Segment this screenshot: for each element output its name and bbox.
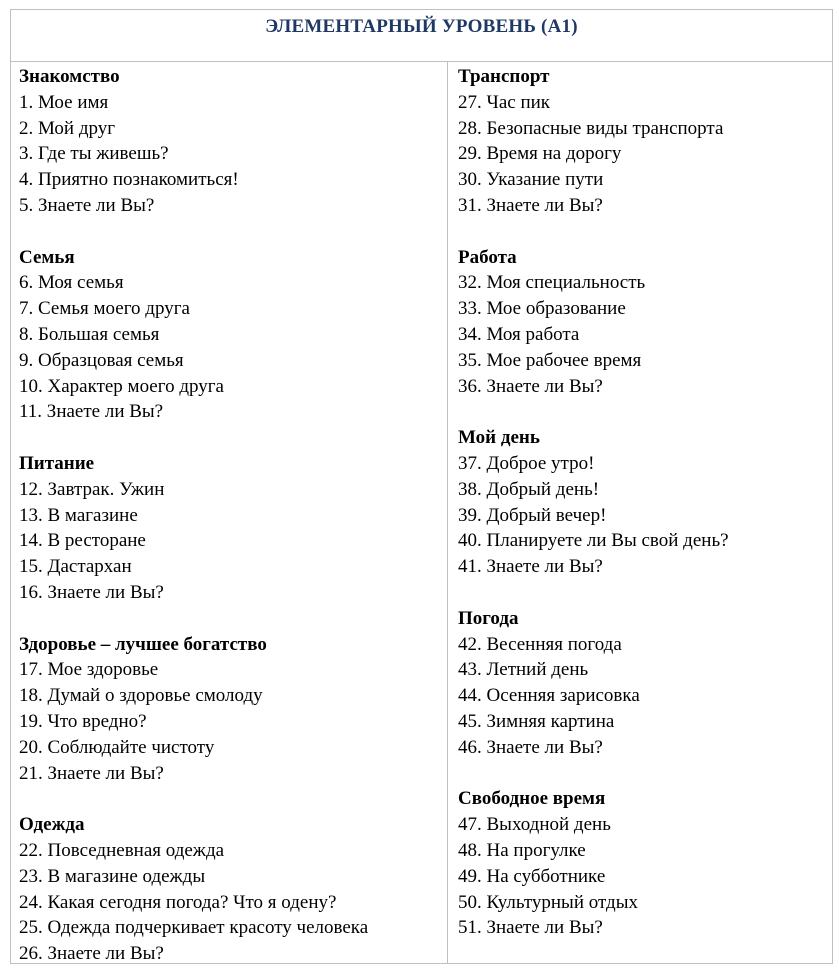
curriculum-table xyxy=(10,9,833,964)
list-item: 32. Моя специальность xyxy=(458,272,646,294)
list-item: 5. Знаете ли Вы? xyxy=(19,194,155,216)
section-heading: Питание xyxy=(19,452,95,474)
list-item: 14. В ресторане xyxy=(19,530,146,552)
list-item: 7. Семья моего друга xyxy=(19,298,190,320)
list-item: 42. Весенняя погода xyxy=(458,633,622,655)
list-item: 24. Какая сегодня погода? Что я одену? xyxy=(19,891,337,913)
list-item: 49. На субботнике xyxy=(458,865,606,887)
section-heading: Погода xyxy=(458,607,519,629)
list-item: 25. Одежда подчеркивает красоту человека xyxy=(19,917,369,939)
list-item: 29. Время на дорогу xyxy=(458,143,622,165)
list-item: 45. Зимняя картина xyxy=(458,710,615,732)
left-column xyxy=(19,64,368,967)
list-item: 3. Где ты живешь? xyxy=(19,143,169,165)
list-item: 6. Моя семья xyxy=(19,272,124,294)
list-item: 11. Знаете ли Вы? xyxy=(19,401,164,423)
list-item: 47. Выходной день xyxy=(458,814,611,836)
table-header xyxy=(11,10,832,62)
list-item: 19. Что вредно? xyxy=(19,710,147,732)
topic-section xyxy=(458,245,729,400)
list-item: 40. Планируете ли Вы свой день? xyxy=(458,530,729,552)
list-item: 21. Знаете ли Вы? xyxy=(19,762,164,784)
list-item: 17. Мое здоровье xyxy=(19,659,159,681)
list-item: 18. Думай о здоровье смолоду xyxy=(19,685,263,707)
topic-section xyxy=(458,786,729,941)
topic-section xyxy=(19,812,368,967)
list-item: 15. Дастархан xyxy=(19,556,132,578)
section-heading: Работа xyxy=(458,246,517,268)
list-item: 51. Знаете ли Вы? xyxy=(458,917,603,939)
list-item: 22. Повседневная одежда xyxy=(19,839,225,861)
list-item: 39. Добрый вечер! xyxy=(458,504,607,526)
list-item: 4. Приятно познакомиться! xyxy=(19,169,239,191)
section-heading: Свободное время xyxy=(458,788,606,810)
topic-section xyxy=(458,425,729,580)
list-item: 12. Завтрак. Ужин xyxy=(19,478,165,500)
list-item: 28. Безопасные виды транспорта xyxy=(458,117,724,139)
section-heading: Одежда xyxy=(19,814,85,836)
list-item: 27. Час пик xyxy=(458,91,551,113)
list-item: 34. Моя работа xyxy=(458,323,580,345)
section-heading: Здоровье – лучшее богатство xyxy=(19,633,267,655)
list-item: 41. Знаете ли Вы? xyxy=(458,556,603,578)
list-item: 44. Осенняя зарисовка xyxy=(458,685,640,707)
topic-section xyxy=(19,64,368,219)
topic-section xyxy=(458,606,729,761)
section-heading: Знакомство xyxy=(19,66,120,87)
section-heading: Семья xyxy=(19,246,75,268)
list-item: 36. Знаете ли Вы? xyxy=(458,375,603,397)
list-item: 23. В магазине одежды xyxy=(19,865,206,887)
list-item: 8. Большая семья xyxy=(19,323,160,345)
list-item: 33. Мое образование xyxy=(458,298,626,320)
list-item: 35. Мое рабочее время xyxy=(458,349,642,371)
topic-section xyxy=(458,64,729,219)
list-item: 13. В магазине xyxy=(19,504,138,526)
list-item: 30. Указание пути xyxy=(458,169,604,191)
list-item: 38. Добрый день! xyxy=(458,478,600,500)
list-item: 1. Мое имя xyxy=(19,91,109,113)
list-item: 26. Знаете ли Вы? xyxy=(19,943,164,965)
list-item: 10. Характер моего друга xyxy=(19,375,224,397)
page-title: ЭЛЕМЕНТАРНЫЙ УРОВЕНЬ (А1) xyxy=(265,16,578,37)
list-item: 31. Знаете ли Вы? xyxy=(458,194,603,216)
list-item: 50. Культурный отдых xyxy=(458,891,638,913)
list-item: 20. Соблюдайте чистоту xyxy=(19,736,215,758)
list-item: 48. На прогулке xyxy=(458,839,586,861)
topic-section xyxy=(19,245,368,426)
list-item: 43. Летний день xyxy=(458,659,589,681)
list-item: 37. Доброе утро! xyxy=(458,452,595,474)
column-divider xyxy=(447,62,448,963)
list-item: 9. Образцовая семья xyxy=(19,349,184,371)
list-item: 46. Знаете ли Вы? xyxy=(458,736,603,758)
right-column xyxy=(458,64,729,941)
topic-section xyxy=(19,632,368,787)
list-item: 16. Знаете ли Вы? xyxy=(19,581,164,603)
section-heading: Транспорт xyxy=(458,66,550,87)
topic-section xyxy=(19,451,368,606)
section-heading: Мой день xyxy=(458,427,540,449)
list-item: 2. Мой друг xyxy=(19,117,116,139)
